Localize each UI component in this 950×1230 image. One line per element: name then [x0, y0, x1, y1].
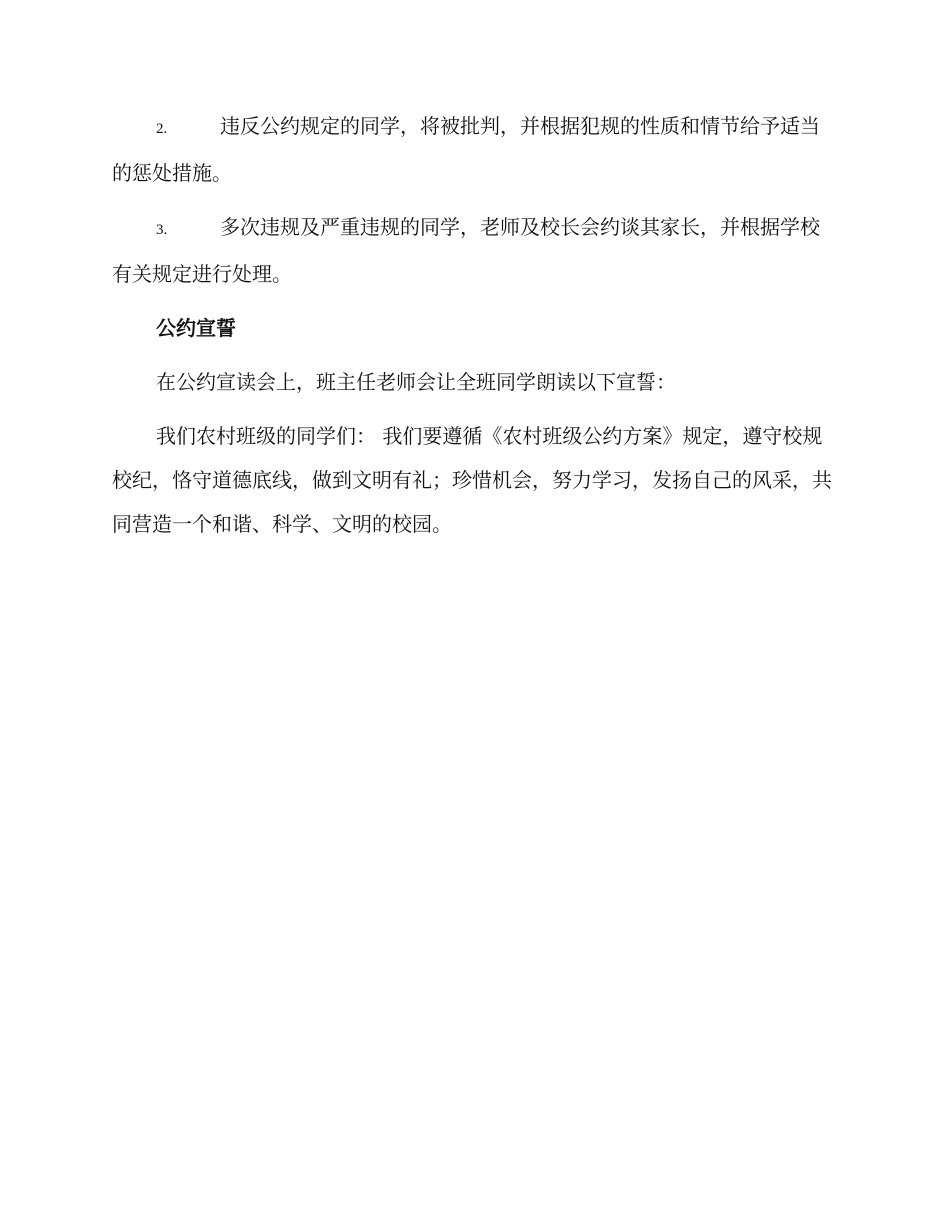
- list-number: 2.: [156, 121, 168, 137]
- list-item-text: 多次违规及严重违规的同学，老师及校长会约谈其家长，并根据学校有关规定进行处理。: [112, 215, 820, 286]
- oath-paragraph: 我们农村班级的同学们： 我们要遵循《农村班级公约方案》规定，遵守校规校纪，恪守道德底线，做到文明有礼；珍惜机会，努力学习，发扬自己的风采，共同营造一个和谐、科学、文明的校园。: [112, 424, 832, 536]
- document-page: [112, 104, 832, 556]
- list-number: 3.: [156, 222, 168, 238]
- section-heading: 公约宣誓: [156, 316, 236, 340]
- list-item-2: [112, 104, 832, 195]
- list-item-3: [112, 205, 832, 296]
- list-item-text: 违反公约规定的同学，将被批判，并根据犯规的性质和情节给予适当的惩处措施。: [112, 114, 820, 185]
- oath-intro-paragraph: 在公约宣读会上，班主任老师会让全班同学朗读以下宣誓：: [156, 370, 676, 394]
